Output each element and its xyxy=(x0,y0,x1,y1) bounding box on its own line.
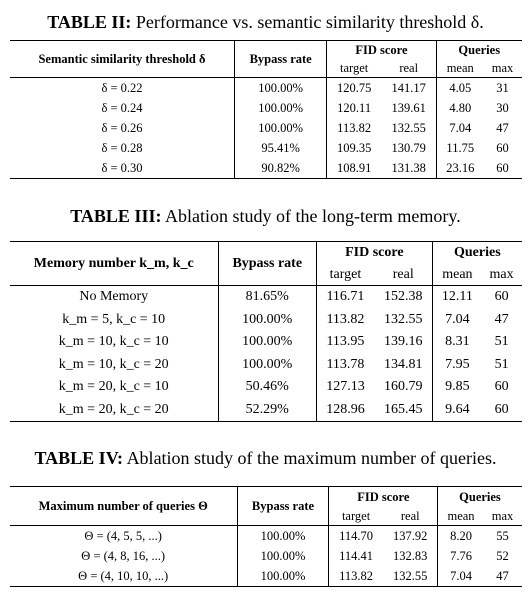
table-4-header-max: max xyxy=(491,508,514,523)
table-2-header-max: max xyxy=(491,61,514,75)
table-3-section xyxy=(0,206,531,422)
table-4-caption-label: TABLE IV: xyxy=(34,448,124,468)
table-2-caption-label: TABLE II: xyxy=(47,12,132,32)
bypass-rate: 90.82% xyxy=(235,158,326,179)
queries-mean: 7.04 xyxy=(438,566,484,587)
table-2-caption-text: Performance vs. semantic similarity threshold δ. xyxy=(135,12,484,32)
table-3-header-real: real xyxy=(374,264,432,286)
table-3-caption xyxy=(0,206,531,241)
row-label: No Memory xyxy=(10,286,219,309)
table-2-header-fid: FID score xyxy=(326,41,436,61)
bypass-rate: 100.00% xyxy=(237,546,328,566)
table-2 xyxy=(10,40,522,179)
queries-mean: 8.31 xyxy=(445,334,470,350)
table-2-header-threshold: Semantic similarity threshold δ xyxy=(10,41,235,78)
fid-real: 139.16 xyxy=(374,331,432,354)
table-4-header-target: target xyxy=(341,508,371,523)
table-2-header-bypass: Bypass rate xyxy=(235,41,326,78)
queries-max: 47 xyxy=(496,120,509,135)
table-2-caption xyxy=(0,12,531,40)
table-3-header-queries: Queries xyxy=(433,242,522,265)
fid-target: 120.11 xyxy=(337,100,372,115)
bypass-rate: 100.00% xyxy=(235,78,326,99)
queries-max: 55 xyxy=(484,526,522,547)
table-4-section xyxy=(0,448,531,587)
table-2-header-real: real xyxy=(381,60,436,78)
table-row xyxy=(10,566,522,587)
queries-max: 52 xyxy=(496,548,509,563)
fid-real: 152.38 xyxy=(374,286,432,309)
row-label: Θ = (4, 8, 16, ...) xyxy=(10,546,238,566)
bypass-rate: 100.00% xyxy=(237,566,328,587)
fid-real: 160.79 xyxy=(374,376,432,399)
queries-mean: 11.75 xyxy=(446,140,475,155)
queries-mean: 8.20 xyxy=(438,526,484,547)
table-3-header-fid: FID score xyxy=(316,242,433,265)
bypass-rate: 95.41% xyxy=(235,138,326,158)
queries-max: 30 xyxy=(496,100,509,115)
table-row xyxy=(10,376,522,399)
fid-target: 113.95 xyxy=(326,334,365,350)
queries-max: 60 xyxy=(494,379,509,395)
fid-real: 139.61 xyxy=(381,98,436,118)
row-label: δ = 0.24 xyxy=(10,98,235,118)
fid-target: 120.75 xyxy=(326,78,381,99)
table-row xyxy=(10,354,522,377)
row-label: k_m = 10, k_c = 10 xyxy=(10,331,219,354)
queries-mean: 7.04 xyxy=(445,311,470,327)
queries-mean: 7.95 xyxy=(445,356,470,372)
fid-real: 134.81 xyxy=(374,354,432,377)
row-label: k_m = 10, k_c = 20 xyxy=(10,354,219,377)
table-row xyxy=(10,309,522,332)
queries-mean: 9.85 xyxy=(445,379,470,395)
table-2-header-mean: mean xyxy=(446,61,474,75)
bypass-rate: 100.00% xyxy=(218,354,316,377)
table-row xyxy=(10,78,522,99)
table-4-header-fid: FID score xyxy=(329,487,438,508)
table-4-caption xyxy=(0,448,531,486)
queries-mean: 23.16 xyxy=(436,158,483,179)
row-label: k_m = 5, k_c = 10 xyxy=(10,309,219,332)
queries-max: 60 xyxy=(482,286,522,309)
row-label: δ = 0.22 xyxy=(10,78,235,99)
fid-real: 141.17 xyxy=(381,78,436,99)
fid-target: 113.82 xyxy=(326,311,365,327)
queries-mean: 7.04 xyxy=(449,120,472,135)
row-label: δ = 0.26 xyxy=(10,118,235,138)
row-label: Θ = (4, 10, 10, ...) xyxy=(10,566,238,587)
queries-mean: 9.64 xyxy=(433,399,482,422)
table-row xyxy=(10,399,522,422)
row-label: Θ = (4, 5, 5, ...) xyxy=(10,526,238,547)
table-4-header-queries: Queries xyxy=(438,487,522,508)
table-row xyxy=(10,138,522,158)
table-2-section xyxy=(0,12,531,179)
table-3-header-target: target xyxy=(329,266,362,282)
bypass-rate: 50.46% xyxy=(218,376,316,399)
table-4 xyxy=(10,486,522,587)
fid-target: 113.82 xyxy=(337,120,372,135)
fid-real: 165.45 xyxy=(374,399,432,422)
table-4-header-bypass: Bypass rate xyxy=(237,487,328,526)
row-label: δ = 0.28 xyxy=(10,138,235,158)
fid-target: 114.70 xyxy=(329,526,383,547)
fid-target: 128.96 xyxy=(316,399,374,422)
table-4-caption-text: Ablation study of the maximum number of queries. xyxy=(126,448,497,468)
fid-real: 131.38 xyxy=(381,158,436,179)
queries-max: 60 xyxy=(496,140,509,155)
table-3-header-mean: mean xyxy=(442,266,473,282)
queries-mean: 4.80 xyxy=(449,100,472,115)
table-3-header-memory: Memory number k_m, k_c xyxy=(10,242,219,286)
queries-max: 47 xyxy=(494,311,509,327)
table-row xyxy=(10,546,522,566)
table-2-header-queries: Queries xyxy=(436,41,521,61)
row-label: k_m = 20, k_c = 10 xyxy=(10,376,219,399)
table-row xyxy=(10,526,522,547)
bypass-rate: 81.65% xyxy=(218,286,316,309)
fid-real: 137.92 xyxy=(383,526,438,547)
row-label: k_m = 20, k_c = 20 xyxy=(10,399,219,422)
fid-target: 116.71 xyxy=(316,286,374,309)
fid-target: 113.78 xyxy=(326,356,365,372)
queries-max: 60 xyxy=(482,399,522,422)
table-3-header-max: max xyxy=(489,266,514,282)
table-3 xyxy=(10,241,522,422)
queries-max: 31 xyxy=(484,78,522,99)
fid-real: 132.55 xyxy=(381,118,436,138)
bypass-rate: 100.00% xyxy=(218,309,316,332)
table-4-header-real: real xyxy=(383,507,438,526)
table-3-header-bypass: Bypass rate xyxy=(218,242,316,286)
bypass-rate: 100.00% xyxy=(218,331,316,354)
queries-max: 51 xyxy=(494,356,509,372)
table-row xyxy=(10,118,522,138)
bypass-rate: 100.00% xyxy=(237,526,328,547)
bypass-rate: 100.00% xyxy=(235,118,326,138)
fid-target: 113.82 xyxy=(329,566,383,587)
queries-mean: 12.11 xyxy=(433,286,482,309)
queries-mean: 7.76 xyxy=(450,548,472,563)
fid-real: 132.55 xyxy=(383,566,438,587)
queries-mean: 4.05 xyxy=(436,78,483,99)
table-4-header-mean: mean xyxy=(447,508,475,523)
table-3-caption-label: TABLE III: xyxy=(70,206,162,226)
table-row xyxy=(10,331,522,354)
queries-max: 51 xyxy=(494,334,509,350)
fid-real: 132.83 xyxy=(383,546,438,566)
table-2-header-target: target xyxy=(340,61,369,75)
table-row xyxy=(10,158,522,179)
table-row xyxy=(10,286,522,309)
bypass-rate: 100.00% xyxy=(235,98,326,118)
queries-max: 60 xyxy=(484,158,522,179)
queries-max: 47 xyxy=(484,566,522,587)
table-4-header-max-queries: Maximum number of queries Θ xyxy=(10,487,238,526)
fid-target: 114.41 xyxy=(339,548,374,563)
fid-real: 130.79 xyxy=(381,138,436,158)
bypass-rate: 52.29% xyxy=(218,399,316,422)
fid-target: 108.91 xyxy=(326,158,381,179)
fid-target: 109.35 xyxy=(336,140,372,155)
row-label: δ = 0.30 xyxy=(10,158,235,179)
fid-real: 132.55 xyxy=(374,309,432,332)
fid-target: 127.13 xyxy=(326,379,365,395)
table-row xyxy=(10,98,522,118)
table-3-caption-text: Ablation study of the long-term memory. xyxy=(164,206,461,226)
